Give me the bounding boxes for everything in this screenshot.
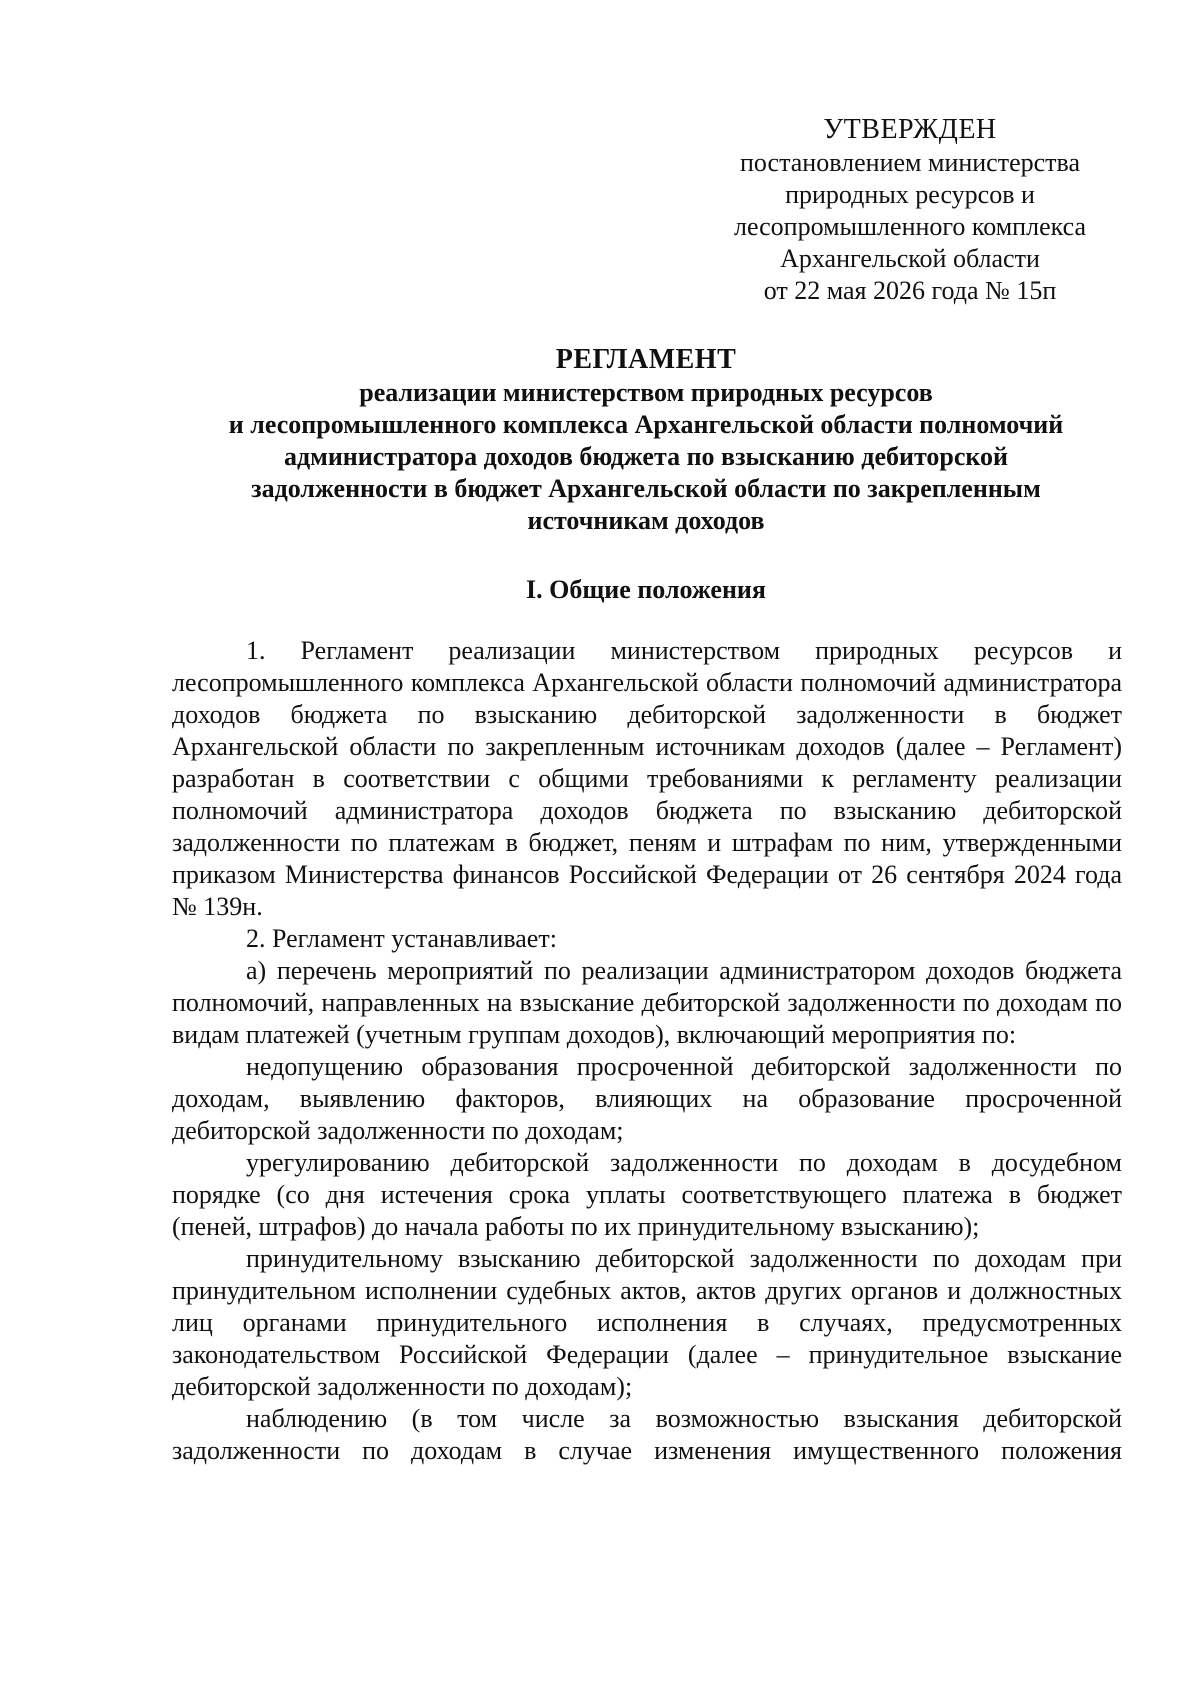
paragraph: а) перечень мероприятий по реализации администратором доходов бюджета полномочий, направленных на взыскание дебиторской задолженности по доходам по видам платежей (учетным группам доходов), включающий мероприятия по: xyxy=(172,956,1122,1049)
paragraph: 1. Регламент реализации министерством природных ресурсов и лесопромышленного комплекса Архангельской области полномочий администратора доходов бюджета по взысканию дебиторской задолженности в бюджет Архангельской области по закрепленным источникам доходов (далее – Регламент) разработан в соответствии с общими требованиями к регламенту реализации полномочий администратора доходов бюджета по взысканию дебиторской задолженности по платежам в бюджет, пеням и штрафам по ним, утвержденными приказом Министерства финансов Российской Федерации от 26 сентября 2024 года № 139н. xyxy=(172,636,1122,921)
approval-date-line: от 22 мая 2026 года № 15п xyxy=(763,276,1057,305)
section-heading: I. Общие положения xyxy=(526,575,766,604)
document-body xyxy=(172,635,1122,1467)
approval-line: лесопромышленного комплекса xyxy=(733,212,1086,241)
paragraph: 2. Регламент устанавливает: xyxy=(246,924,557,953)
document-title xyxy=(150,343,1142,537)
paragraph: принудительному взысканию дебиторской задолженности по доходам при принудительном исполнении судебных актов, актов других органов и должностных лиц органами принудительного исполнения в случаях, предусмотренных законодательством Российской Федерации (далее – принудительное взыскание дебиторской задолженности по доходам); xyxy=(172,1244,1122,1401)
paragraph: недопущению образования просроченной дебиторской задолженности по доходам, выявлению факторов, влияющих на образование просроченной дебиторской задолженности по доходам; xyxy=(172,1052,1122,1145)
title-line: задолженности в бюджет Архангельской области по закрепленным xyxy=(251,474,1041,503)
approval-line: природных ресурсов и xyxy=(785,180,1035,209)
paragraph: урегулированию дебиторской задолженности по доходам в досудебном порядке (со дня истечения срока уплаты соответствующего платежа в бюджет (пеней, штрафов) до начала работы по их принудительному взысканию); xyxy=(172,1148,1122,1241)
approval-line: Архангельской области xyxy=(780,244,1040,273)
title-line: реализации министерством природных ресурсов xyxy=(359,378,933,407)
approval-stamp xyxy=(690,113,1130,307)
title-line: источникам доходов xyxy=(527,506,765,535)
paragraph: наблюдению (в том числе за возможностью взыскания дебиторской задолженности по доходам в случае изменения имущественного положения xyxy=(172,1404,1122,1465)
title-line: и лесопромышленного комплекса Архангельской области полномочий xyxy=(228,410,1064,439)
title-line: администратора доходов бюджета по взысканию дебиторской xyxy=(283,442,1009,471)
approval-heading: УТВЕРЖДЕН xyxy=(823,114,997,145)
approval-line: постановлением министерства xyxy=(739,148,1081,177)
document-type: РЕГЛАМЕНТ xyxy=(555,344,737,375)
